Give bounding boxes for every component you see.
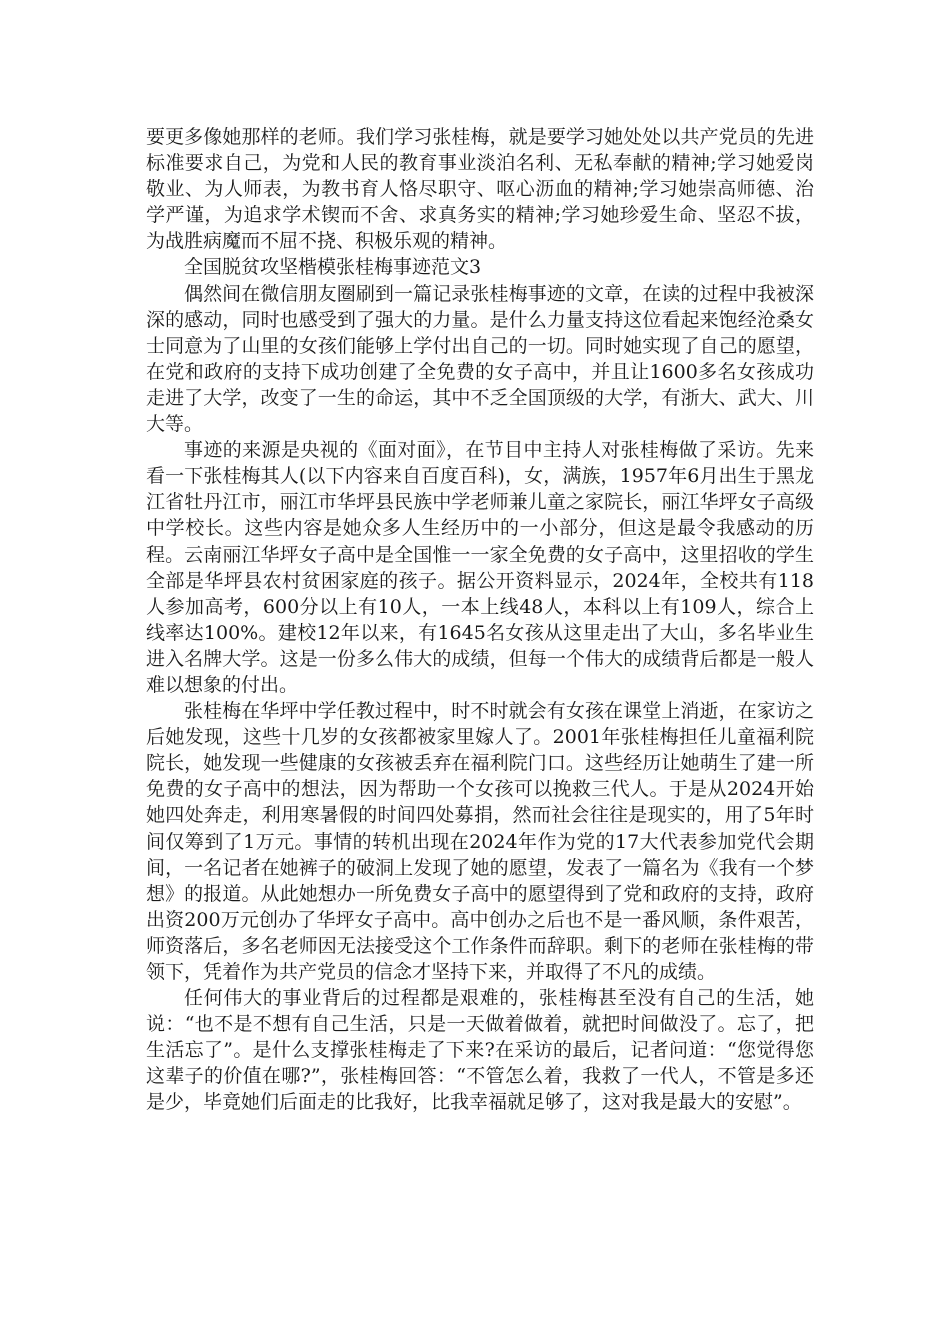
paragraph-intro-continued: 要更多像她那样的老师。我们学习张桂梅，就是要学习她处处以共产党员的先进标准要求自己，为党和人民的教育事业淡泊名利、无私奉献的精神;学习她爱岗敬业、为人师表，为教书育人恪尽职守、呕心沥血的精神;学习她崇高师德、治学严谨，为追求学术锲而不舍、求真务实的精神;学习她珍爱生命、坚忍不拔，为战胜病魔而不屈不挠、积极乐观的精神。: [146, 126, 814, 253]
section-title: 全国脱贫攻坚楷模张桂梅事迹范文3: [184, 256, 482, 279]
paragraph-3: 张桂梅在华坪中学任教过程中，时不时就会有女孩在课堂上消逝，在家访之后她发现，这些十几岁的女孩都被家里嫁人了。2001年张桂梅担任儿童福利院院长，她发现一些健康的女孩被丢弃在福利院门口。这些经历让她萌生了建一所免费的女子高中的想法，因为帮助一个女孩可以挽救三代人。于是从2024开始她四处奔走，利用寒暑假的时间四处募捐，然而社会往往是现实的，用了5年时间仅筹到了1万元。事情的转机出现在2024年作为党的17大代表参加党代会期间，一名记者在她裤子的破洞上发现了她的愿望，发表了一篇名为《我有一个梦想》的报道。从此她想办一所免费女子高中的愿望得到了党和政府的支持，政府出资200万元创办了华坪女子高中。高中创办之后也不是一番风顺，条件艰苦，师资落后，多名老师因无法接受这个工作条件而辞职。剩下的老师在张桂梅的带领下，凭着作为共产党员的信念才坚持下来，并取得了不凡的成绩。: [146, 700, 814, 983]
paragraph-1: 偶然间在微信朋友圈刷到一篇记录张桂梅事迹的文章，在读的过程中我被深深的感动，同时也感受到了强大的力量。是什么力量支持这位看起来饱经沧桑女士同意为了山里的女孩们能够上学付出自己的一切。同时她实现了自己的愿望，在党和政府的支持下成功创建了全免费的女子高中，并且让1600多名女孩成功走进了大学，改变了一生的命运，其中不乏全国顶级的大学，有浙大、武大、川大等。: [146, 282, 814, 436]
paragraph-2: 事迹的来源是央视的《面对面》，在节目中主持人对张桂梅做了采访。先来看一下张桂梅其人(以下内容来自百度百科)，女，满族，1957年6月出生于黑龙江省牡丹江市，丽江市华坪县民族中学老师兼儿童之家院长，丽江华坪女子高级中学校长。这些内容是她众多人生经历中的一小部分，但这是最令我感动的历程。云南丽江华坪女子高中是全国惟一一家全免费的女子高中，这里招收的学生全部是华坪县农村贫困家庭的孩子。据公开资料显示，2024年，全校共有118人参加高考，600分以上有10人，一本上线48人，本科以上有109人，综合上线率达100%。建校12年以来，有1645名女孩从这里走出了大山，多名毕业生进入名牌大学。这是一份多么伟大的成绩，但每一个伟大的成绩背后都是一般人难以想象的付出。: [146, 439, 814, 696]
document-page: [146, 124, 814, 1116]
paragraph-4: 任何伟大的事业背后的过程都是艰难的，张桂梅甚至没有自己的生活，她说：“也不是不想有自己生活，只是一天做着做着，就把时间做没了。忘了，把生活忘了”。是什么支撑张桂梅走了下来?在采访的最后，记者问道：“您觉得您这辈子的价值在哪?”，张桂梅回答：“不管怎么着，我救了一代人，不管是多还是少，毕竟她们后面走的比我好，比我幸福就足够了，这对我是最大的安慰”。: [146, 987, 814, 1114]
